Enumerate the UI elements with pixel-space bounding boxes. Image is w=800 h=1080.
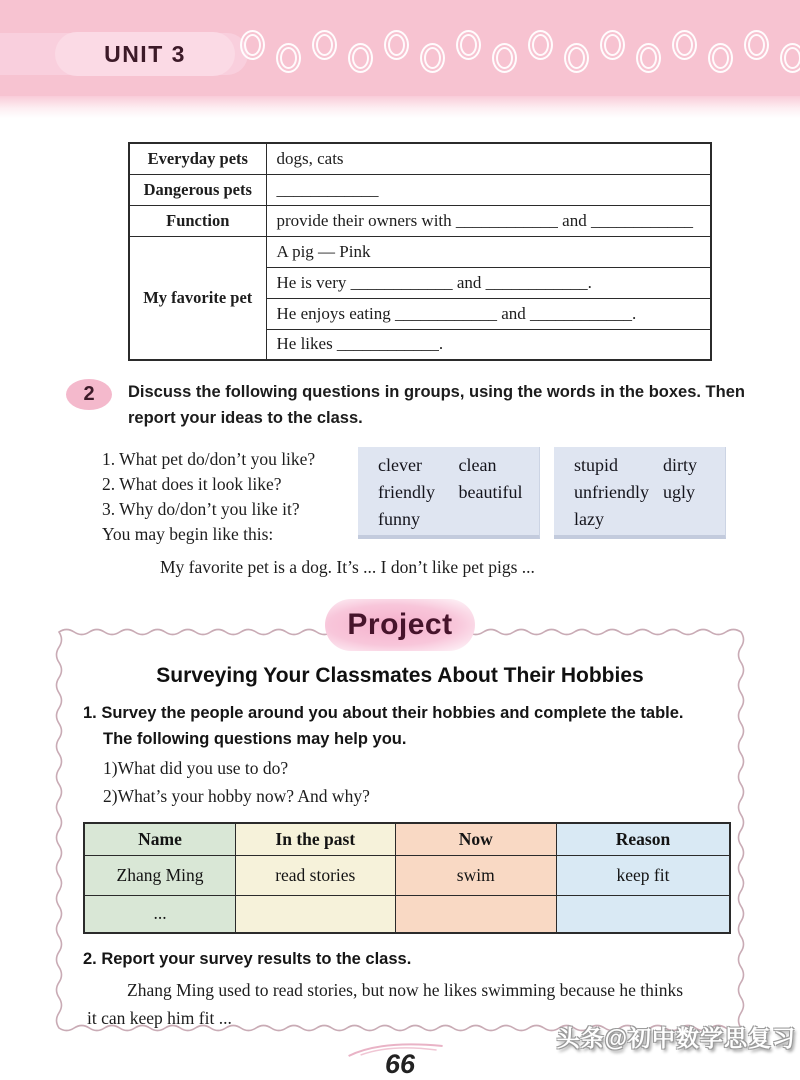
question-item: You may begin like this: [102, 524, 274, 544]
word-item: beautiful [458, 482, 523, 502]
ring-icon [384, 30, 409, 60]
ring-icon [312, 30, 337, 60]
project-heading: Project [325, 599, 475, 651]
ring-icon [492, 43, 517, 73]
row-label: Everyday pets [129, 143, 266, 174]
ring-icon [564, 43, 589, 73]
helper-question: 2)What’s your hobby now? And why? [103, 786, 370, 806]
pets-summary-table [128, 142, 712, 361]
table-row [129, 174, 711, 205]
helper-question: 1)What did you use to do? [103, 758, 289, 778]
discussion-questions [102, 447, 358, 547]
word-item: friendly [378, 482, 435, 502]
cell-now: swim [395, 855, 556, 895]
row-value-blank: ____________ [266, 174, 711, 205]
ring-icon [240, 30, 265, 60]
cell-now [395, 895, 556, 933]
ring-icon [528, 30, 553, 60]
word-item: clever [378, 455, 422, 475]
ring-icon [780, 43, 800, 73]
survey-row [84, 895, 730, 933]
activity-instruction: Discuss the following questions in groups, using the words in the boxes. Then report your ideas to the class. [128, 383, 745, 427]
ring-icon [600, 30, 625, 60]
word-item: lazy [574, 509, 604, 529]
task-1-line2: The following questions may help you. [103, 730, 407, 748]
discussion-block [102, 447, 800, 547]
question-item: 2. What does it look like? [102, 474, 282, 494]
report-line: Zhang Ming used to read stories, but now he likes swimming because he thinks [127, 980, 684, 1000]
header-gradient-strip [0, 96, 800, 118]
ring-icon [672, 30, 697, 60]
row-label: My favorite pet [129, 236, 266, 360]
cell-reason [556, 895, 730, 933]
row-label: Function [129, 205, 266, 236]
project-title: Surveying Your Classmates About Their Hobbies [156, 664, 644, 687]
table-row [129, 205, 711, 236]
ring-icon [708, 43, 733, 73]
row-value-blank: provide their owners with ____________ and ____________ [266, 205, 711, 236]
unit-header-band [0, 0, 800, 96]
word-box-negative [554, 447, 726, 539]
table-row [129, 236, 711, 267]
ring-icon [348, 43, 373, 73]
activity-2 [66, 379, 800, 431]
ring-icon [420, 43, 445, 73]
row-value: dogs, cats [266, 143, 711, 174]
task-1-line1: 1. Survey the people around you about their hobbies and complete the table. [83, 704, 684, 722]
word-item: stupid [574, 455, 619, 475]
question-item: 3. Why do/don’t you like it? [102, 499, 300, 519]
column-header: In the past [236, 823, 396, 855]
favorite-pet-line: He likes ____________. [266, 329, 711, 360]
ring-icon [276, 43, 301, 73]
word-item: dirty [662, 455, 697, 475]
word-item: funny [378, 509, 420, 529]
favorite-pet-line: He enjoys eating ____________ and ____________. [266, 298, 711, 329]
page-number: 66 [384, 1049, 416, 1079]
word-box-positive [358, 447, 540, 539]
favorite-pet-line: He is very ____________ and ____________. [266, 267, 711, 298]
survey-header-row [84, 823, 730, 855]
task-1 [83, 700, 717, 752]
row-label: Dangerous pets [129, 174, 266, 205]
cell-name: ... [84, 895, 236, 933]
watermark-text: 头条@初中数学思复习 [556, 1025, 796, 1051]
survey-table [83, 822, 731, 934]
task-2: 2. Report your survey results to the class. [83, 950, 412, 968]
favorite-pet-line: A pig — Pink [266, 236, 711, 267]
unit-label: UNIT 3 [55, 32, 235, 76]
helper-questions [83, 754, 717, 810]
ring-icon [636, 43, 661, 73]
table-row [129, 143, 711, 174]
survey-row [84, 855, 730, 895]
column-header: Reason [556, 823, 730, 855]
activity-number-badge: 2 [66, 379, 112, 410]
ring-icon [456, 30, 481, 60]
word-item: unfriendly [574, 482, 649, 502]
example-sentence: My favorite pet is a dog. It’s ... I don’t like pet pigs ... [160, 557, 535, 577]
cell-past: read stories [236, 855, 396, 895]
cell-reason: keep fit [556, 855, 730, 895]
project-section [55, 608, 745, 1032]
word-item: ugly [662, 482, 695, 502]
ring-decoration-row [240, 30, 800, 90]
ring-icon [744, 30, 769, 60]
column-header: Now [395, 823, 556, 855]
cell-past [236, 895, 396, 933]
column-header: Name [84, 823, 236, 855]
question-item: 1. What pet do/don’t you like? [102, 449, 316, 469]
word-item: clean [458, 455, 497, 475]
page-number-area [0, 1048, 800, 1079]
cell-name: Zhang Ming [84, 855, 236, 895]
report-line: it can keep him fit ... [87, 1008, 232, 1028]
project-content [55, 628, 745, 1032]
